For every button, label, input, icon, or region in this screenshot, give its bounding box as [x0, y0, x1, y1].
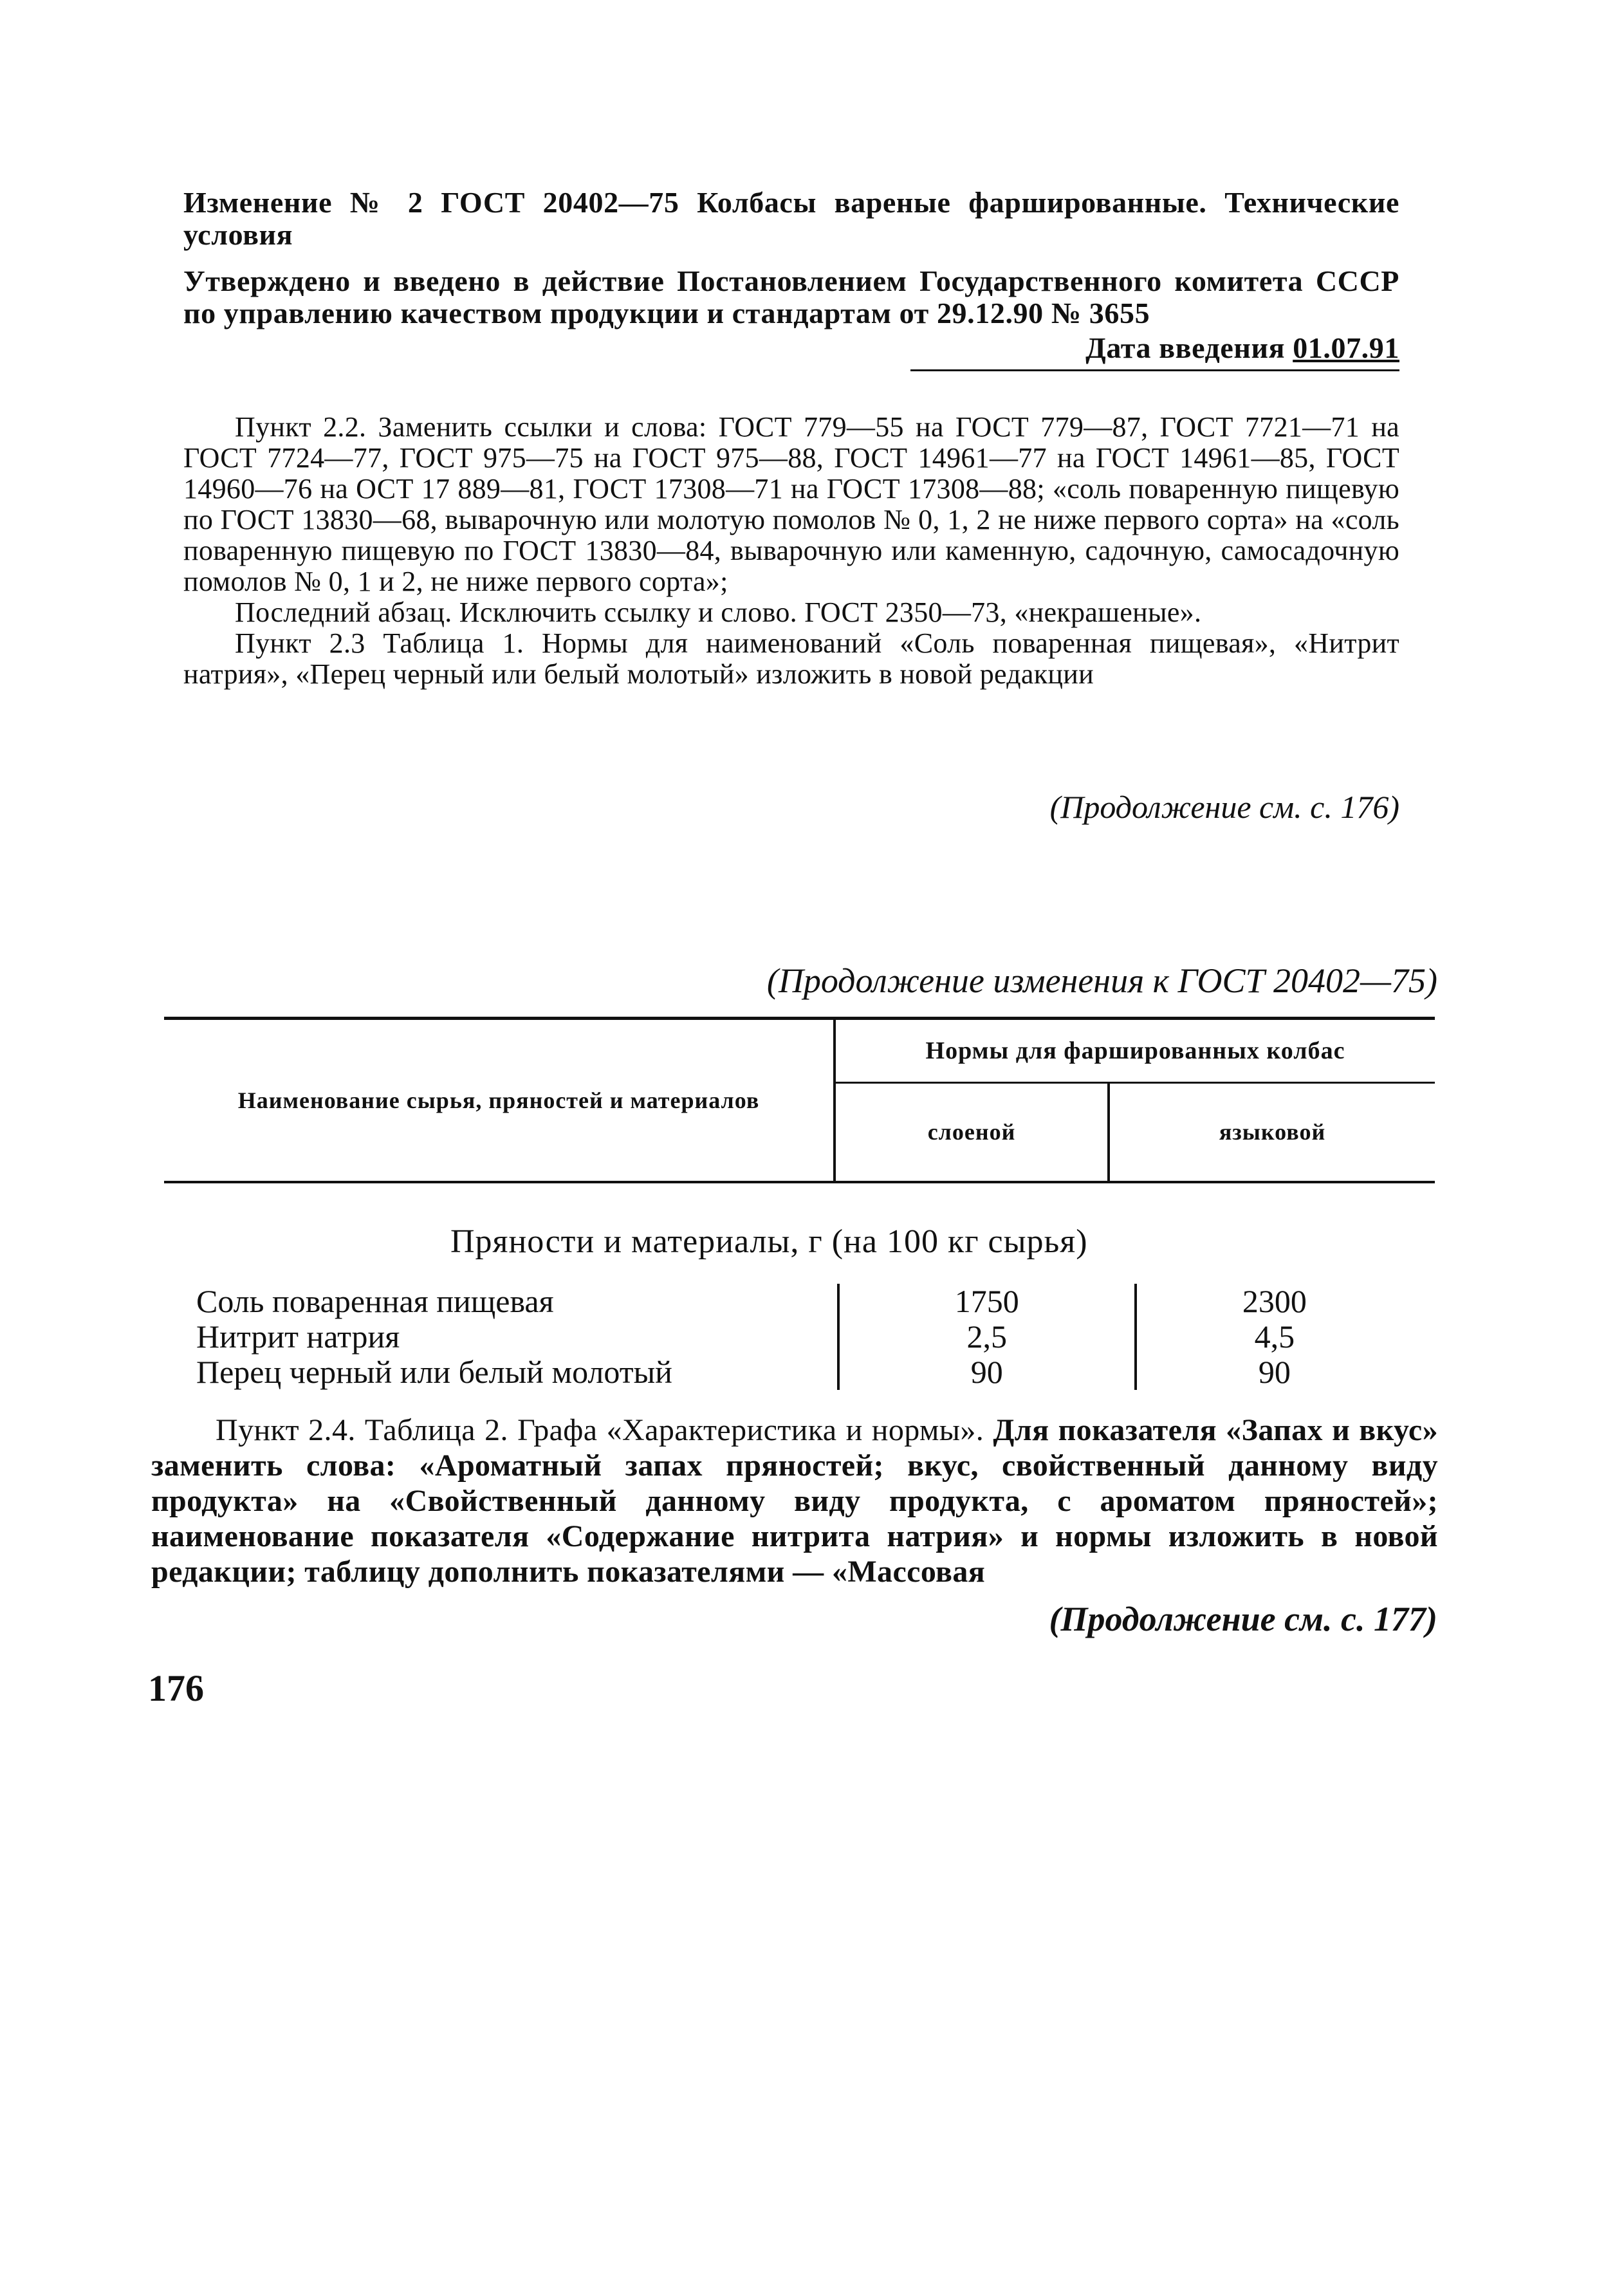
continued-note-1: (Продолжение см. с. 176) [1049, 789, 1399, 825]
row-value-tongue: 4,5 [1134, 1319, 1412, 1355]
introduction-date [183, 332, 1399, 364]
table-row [196, 1355, 1412, 1390]
column-header-name: Наименование сырья, пряностей и материалов [237, 1087, 760, 1113]
table-body [196, 1284, 1412, 1390]
table-row [196, 1319, 1412, 1355]
table-header-rule [164, 1181, 1435, 1182]
row-value-tongue: 90 [1134, 1355, 1412, 1390]
table-row [196, 1284, 1412, 1319]
paragraph-2-2: Пункт 2.2. Заменить ссылки и слова: ГОСТ 779—55 на ГОСТ 779—87, ГОСТ 7721—71 на ГОСТ 7724—77, ГОСТ 975—75 на ГОСТ 975—88, ГОСТ 14961—77 на ГОСТ 14961—85, ГОСТ 14960—76 на ОСТ 17 889—81, ГОСТ 17308—71 на ГОСТ 17308—88; «соль поваренную пищевую по ГОСТ 13830—68, выварочную или молотую помолов № 0, 1, 2 не ниже первого сорта» на «соль поваренную пищевую по ГОСТ 13830—84, выварочную или каменную, садочную, самосадочную помолов № 0, 1 и 2, не ниже первого сорта»; [183, 411, 1399, 597]
continuation-header: (Продолжение изменения к ГОСТ 20402—75) [766, 961, 1437, 1000]
approval-statement: Утверждено и введено в действие Постановлением Государственного комитета СССР по управлению качеством продукции и стандартам от 29.12.90 № 3655 [183, 264, 1399, 329]
row-value-tongue: 2300 [1134, 1284, 1412, 1319]
paragraph-2-4-lead: Пункт 2.4. Таблица 2. Графа «Характеристика и нормы». [216, 1413, 984, 1447]
norms-table [164, 1017, 1435, 1183]
amendment-body-1 [183, 412, 1399, 690]
row-name: Перец черный или белый молотый [196, 1354, 672, 1390]
row-name: Соль поваренная пищевая [196, 1283, 554, 1319]
amendment-header [183, 187, 1399, 371]
paragraph-2-3: Пункт 2.3 Таблица 1. Нормы для наименований «Соль поваренная пищевая», «Нитрит натрия», «Перец черный или белый молотый» изложить в новой редакции [183, 627, 1399, 690]
row-value-layered: 2,5 [837, 1319, 1134, 1355]
table-section-title: Пряности и материалы, г (на 100 кг сырья) [450, 1223, 1088, 1260]
continued-note-2: (Продолжение см. с. 177) [1049, 1600, 1437, 1638]
header-rule [910, 369, 1399, 371]
row-value-layered: 90 [837, 1355, 1134, 1390]
paragraph-2-4 [151, 1412, 1438, 1589]
column-header-group: Нормы для фаршированных колбас [835, 1019, 1435, 1083]
column-header-tongue: языковой [1109, 1082, 1435, 1181]
row-value-layered: 1750 [837, 1284, 1134, 1319]
page-number: 176 [148, 1667, 204, 1709]
amendment-title: Изменение № 2 ГОСТ 20402—75 Колбасы вареные фаршированные. Технические условия [183, 186, 1399, 251]
paragraph-last-abzac: Последний абзац. Исключить ссылку и слово. ГОСТ 2350—73, «некрашеные». [235, 597, 1202, 628]
column-header-layered: слоеной [835, 1082, 1109, 1181]
paragraph-2-4-text: Для показателя «Запах и вкус» заменить слова: «Ароматный запах пряностей; вкус, свойственный данному виду продукта» на «Свойственный данному виду продукта, с ароматом пряностей»; наименование показателя «Содержание нитрита натрия» и нормы изложить в новой редакции; таблицу дополнить показателями — «Массовая [151, 1413, 1439, 1589]
row-name: Нитрит натрия [196, 1318, 400, 1355]
amendment-body-2 [151, 1412, 1438, 1589]
introduction-date-value: 01.07.91 [1293, 331, 1399, 364]
introduction-date-label: Дата введения [1085, 331, 1286, 364]
